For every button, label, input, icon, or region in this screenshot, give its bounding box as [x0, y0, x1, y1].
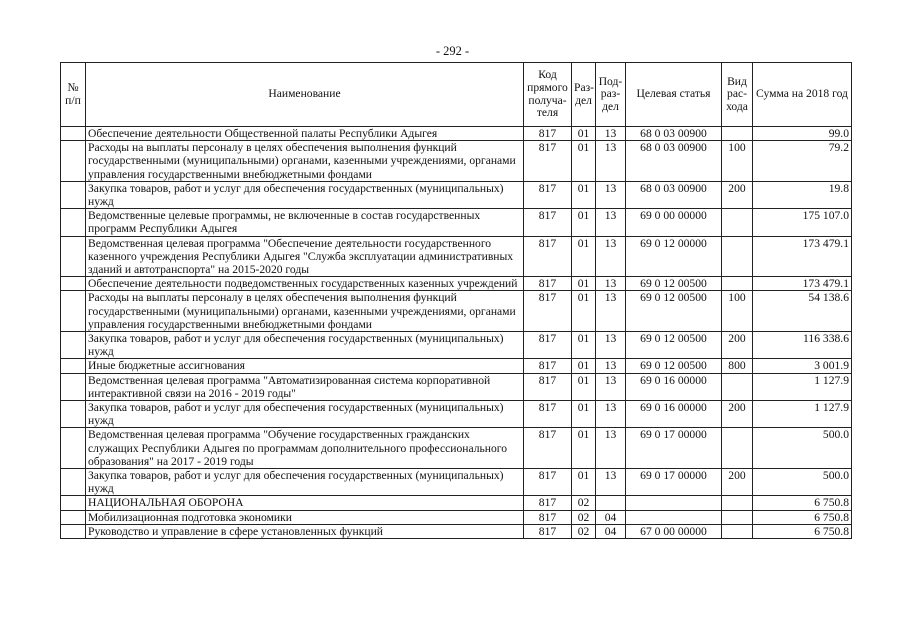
cell-code: 817 — [524, 291, 572, 332]
cell-code: 817 — [524, 332, 572, 359]
header-subsection: Под-раз-дел — [596, 63, 626, 127]
table-row — [61, 428, 852, 469]
cell-code: 817 — [524, 209, 572, 236]
cell-type — [722, 127, 753, 141]
cell-num — [61, 510, 86, 524]
cell-target: 69 0 12 00500 — [626, 277, 722, 291]
cell-name: Обеспечение деятельности Общественной палаты Республики Адыгея — [86, 127, 524, 141]
table-row — [61, 181, 852, 208]
cell-target: 69 0 16 00000 — [626, 401, 722, 428]
cell-code: 817 — [524, 181, 572, 208]
cell-type: 100 — [722, 291, 753, 332]
table-row — [61, 236, 852, 277]
cell-sum: 1 127.9 — [753, 373, 852, 400]
cell-code: 817 — [524, 401, 572, 428]
cell-type — [722, 428, 753, 469]
cell-subsection: 04 — [596, 524, 626, 538]
cell-num — [61, 401, 86, 428]
cell-subsection: 13 — [596, 141, 626, 182]
cell-sum: 6 750.8 — [753, 510, 852, 524]
cell-section: 01 — [572, 181, 596, 208]
cell-section: 02 — [572, 496, 596, 510]
table-row — [61, 401, 852, 428]
table-body — [61, 127, 852, 539]
cell-section: 01 — [572, 127, 596, 141]
cell-target: 69 0 16 00000 — [626, 373, 722, 400]
cell-section: 01 — [572, 401, 596, 428]
cell-target: 67 0 00 00000 — [626, 524, 722, 538]
cell-type: 200 — [722, 332, 753, 359]
cell-section: 02 — [572, 510, 596, 524]
header-num: № п/п — [61, 63, 86, 127]
header-name: Наименование — [86, 63, 524, 127]
cell-sum: 500.0 — [753, 469, 852, 496]
cell-type: 100 — [722, 141, 753, 182]
cell-num — [61, 428, 86, 469]
cell-code: 817 — [524, 510, 572, 524]
cell-target: 69 0 12 00500 — [626, 332, 722, 359]
table-row — [61, 524, 852, 538]
cell-sum: 500.0 — [753, 428, 852, 469]
table-row — [61, 209, 852, 236]
cell-num — [61, 524, 86, 538]
cell-subsection: 13 — [596, 332, 626, 359]
header-target: Целевая статья — [626, 63, 722, 127]
cell-section: 01 — [572, 373, 596, 400]
cell-section: 01 — [572, 469, 596, 496]
cell-subsection: 13 — [596, 373, 626, 400]
table-row — [61, 496, 852, 510]
cell-target: 69 0 17 00000 — [626, 428, 722, 469]
cell-subsection: 13 — [596, 469, 626, 496]
cell-code: 817 — [524, 236, 572, 277]
header-section: Раз-дел — [572, 63, 596, 127]
cell-type: 200 — [722, 401, 753, 428]
cell-code: 817 — [524, 277, 572, 291]
cell-code: 817 — [524, 524, 572, 538]
cell-subsection: 13 — [596, 291, 626, 332]
cell-target: 68 0 03 00900 — [626, 127, 722, 141]
cell-num — [61, 181, 86, 208]
cell-num — [61, 127, 86, 141]
cell-name: Ведомственные целевые программы, не включенные в состав государственных программ Республики Адыгея — [86, 209, 524, 236]
cell-type: 200 — [722, 181, 753, 208]
cell-name: Руководство и управление в сфере установленных функций — [86, 524, 524, 538]
cell-num — [61, 332, 86, 359]
cell-sum: 19.8 — [753, 181, 852, 208]
cell-subsection: 13 — [596, 359, 626, 373]
cell-name: Иные бюджетные ассигнования — [86, 359, 524, 373]
cell-subsection: 13 — [596, 236, 626, 277]
cell-num — [61, 373, 86, 400]
cell-sum: 1 127.9 — [753, 401, 852, 428]
cell-num — [61, 291, 86, 332]
cell-target: 69 0 17 00000 — [626, 469, 722, 496]
cell-sum: 3 001.9 — [753, 359, 852, 373]
cell-section: 01 — [572, 141, 596, 182]
cell-code: 817 — [524, 127, 572, 141]
cell-subsection: 13 — [596, 401, 626, 428]
cell-code: 817 — [524, 428, 572, 469]
cell-num — [61, 469, 86, 496]
table-row — [61, 332, 852, 359]
cell-sum: 79.2 — [753, 141, 852, 182]
cell-name: Расходы на выплаты персоналу в целях обеспечения выполнения функций государственными (муниципальными) органами, казенными учреждениями, органами управления государственными внебюджетными фондами — [86, 291, 524, 332]
cell-section: 01 — [572, 291, 596, 332]
cell-section: 01 — [572, 277, 596, 291]
cell-subsection: 13 — [596, 127, 626, 141]
cell-num — [61, 359, 86, 373]
budget-table — [60, 62, 852, 539]
cell-num — [61, 496, 86, 510]
table-row — [61, 141, 852, 182]
table-row — [61, 291, 852, 332]
cell-type — [722, 496, 753, 510]
cell-name: Закупка товаров, работ и услуг для обеспечения государственных (муниципальных) нужд — [86, 469, 524, 496]
cell-name: НАЦИОНАЛЬНАЯ ОБОРОНА — [86, 496, 524, 510]
cell-type: 800 — [722, 359, 753, 373]
cell-subsection: 13 — [596, 181, 626, 208]
cell-num — [61, 141, 86, 182]
cell-subsection: 13 — [596, 209, 626, 236]
cell-sum: 173 479.1 — [753, 236, 852, 277]
cell-name: Ведомственная целевая программа "Обучение государственных гражданских служащих Республики Адыгея по программам дополнительного профессионального образования" на 2017 - 2019 годы — [86, 428, 524, 469]
cell-type — [722, 209, 753, 236]
cell-section: 01 — [572, 359, 596, 373]
cell-name: Расходы на выплаты персоналу в целях обеспечения выполнения функций государственными (муниципальными) органами, казенными учреждениями, органами управления государственными внебюджетными фондами — [86, 141, 524, 182]
cell-target: 68 0 03 00900 — [626, 141, 722, 182]
cell-type — [722, 510, 753, 524]
cell-name: Ведомственная целевая программа "Автоматизированная система корпоративной интерактивной связи на 2016 - 2019 годы" — [86, 373, 524, 400]
cell-target — [626, 496, 722, 510]
table-header-row — [61, 63, 852, 127]
cell-section: 01 — [572, 236, 596, 277]
cell-sum: 6 750.8 — [753, 496, 852, 510]
table-row — [61, 469, 852, 496]
cell-section: 01 — [572, 209, 596, 236]
header-type: Вид рас-хода — [722, 63, 753, 127]
cell-name: Закупка товаров, работ и услуг для обеспечения государственных (муниципальных) нужд — [86, 401, 524, 428]
cell-type — [722, 373, 753, 400]
cell-type — [722, 277, 753, 291]
cell-sum: 175 107.0 — [753, 209, 852, 236]
cell-sum: 173 479.1 — [753, 277, 852, 291]
cell-num — [61, 277, 86, 291]
cell-section: 02 — [572, 524, 596, 538]
cell-section: 01 — [572, 428, 596, 469]
cell-code: 817 — [524, 496, 572, 510]
cell-name: Обеспечение деятельности подведомственных государственных казенных учреждений — [86, 277, 524, 291]
cell-subsection: 13 — [596, 428, 626, 469]
header-sum: Сумма на 2018 год — [753, 63, 852, 127]
cell-subsection: 04 — [596, 510, 626, 524]
header-code: Код прямого получа-теля — [524, 63, 572, 127]
table-row — [61, 127, 852, 141]
cell-subsection: 13 — [596, 277, 626, 291]
cell-target — [626, 510, 722, 524]
cell-code: 817 — [524, 469, 572, 496]
table-row — [61, 277, 852, 291]
cell-code: 817 — [524, 359, 572, 373]
cell-target: 69 0 12 00000 — [626, 236, 722, 277]
cell-subsection — [596, 496, 626, 510]
cell-code: 817 — [524, 141, 572, 182]
table-row — [61, 510, 852, 524]
cell-sum: 6 750.8 — [753, 524, 852, 538]
cell-type — [722, 524, 753, 538]
page-number: - 292 - — [435, 44, 470, 58]
cell-target: 68 0 03 00900 — [626, 181, 722, 208]
cell-name: Ведомственная целевая программа "Обеспечение деятельности государственного казенного учреждения Республики Адыгея "Служба эксплуатации административных зданий и автотранспорта" на 2015-2020 годы — [86, 236, 524, 277]
cell-num — [61, 236, 86, 277]
cell-name: Закупка товаров, работ и услуг для обеспечения государственных (муниципальных) нужд — [86, 181, 524, 208]
cell-name: Закупка товаров, работ и услуг для обеспечения государственных (муниципальных) нужд — [86, 332, 524, 359]
cell-section: 01 — [572, 332, 596, 359]
cell-code: 817 — [524, 373, 572, 400]
cell-name: Мобилизационная подготовка экономики — [86, 510, 524, 524]
cell-sum: 99.0 — [753, 127, 852, 141]
cell-sum: 116 338.6 — [753, 332, 852, 359]
cell-sum: 54 138.6 — [753, 291, 852, 332]
cell-target: 69 0 00 00000 — [626, 209, 722, 236]
cell-type — [722, 236, 753, 277]
table-row — [61, 359, 852, 373]
table-row — [61, 373, 852, 400]
cell-target: 69 0 12 00500 — [626, 291, 722, 332]
cell-target: 69 0 12 00500 — [626, 359, 722, 373]
cell-num — [61, 209, 86, 236]
cell-type: 200 — [722, 469, 753, 496]
